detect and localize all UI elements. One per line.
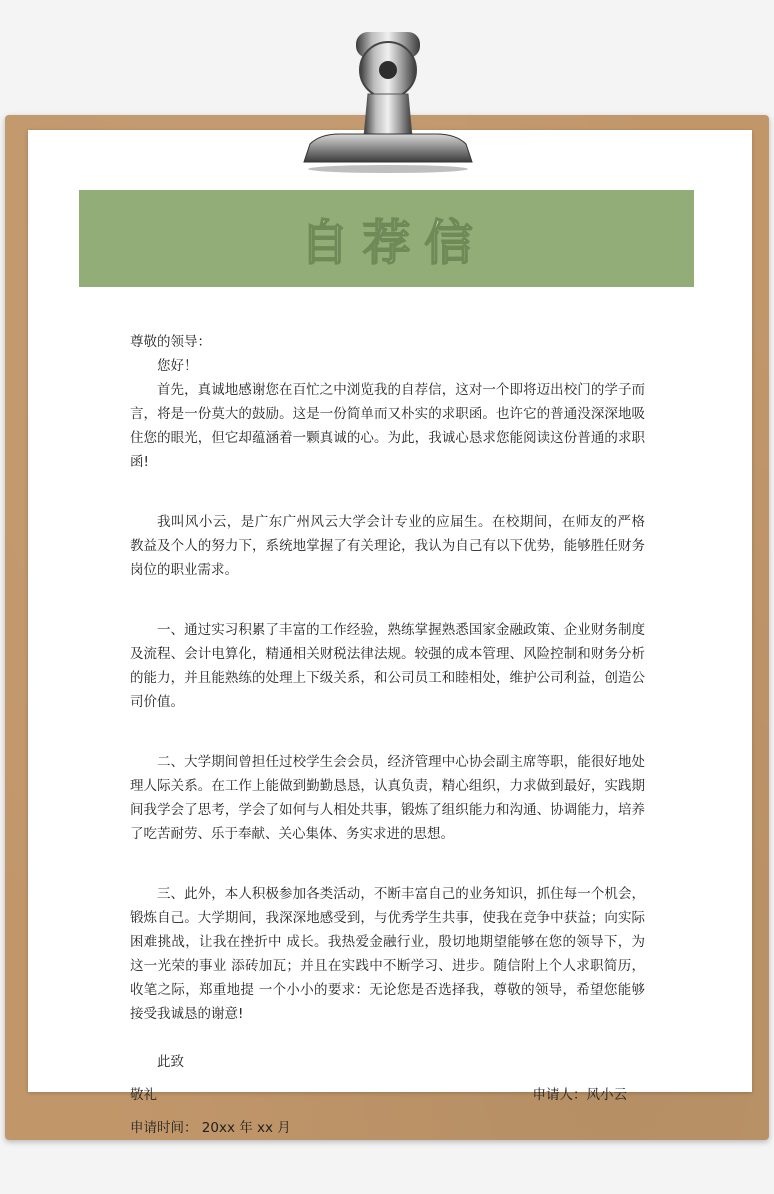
paragraph-intro: 首先，真诚地感谢您在百忙之中浏览我的自荐信，这对一个即将迈出校门的学子而言，将是一份莫大的鼓励。这是一份简单而又朴实的求职函。也许它的普通没深深地吸住您的眼光，但它却蕴涵着一颗真诚的心。为此，我诚心恳求您能阅读这份普通的求职函! xyxy=(130,382,645,470)
title-banner xyxy=(79,190,694,287)
greeting: 您好！ xyxy=(157,358,198,374)
closing: 此致 xyxy=(157,1054,184,1070)
paragraph-self-intro: 我叫风小云，是广东广州风云大学会计专业的应届生。在校期间，在师友的严格 教益及个人的努力下，系统地掌握了有关理论，我认为自己有以下优势，能够胜任财务岗位的职业需求。 xyxy=(130,514,645,578)
binder-clip-icon xyxy=(300,24,476,174)
regards: 敬礼 xyxy=(130,1087,157,1103)
application-date: 申请时间： 20xx 年 xx 月 xyxy=(130,1120,291,1136)
letter-body xyxy=(130,330,645,1140)
salutation: 尊敬的领导： xyxy=(130,334,211,350)
paragraph-point-3: 三、此外，本人积极参加各类活动，不断丰富自己的业务知识，抓住每一个机会，锻炼自己。大学期间，我深深地感受到，与优秀学生共事，使我在竞争中获益；向实际困难挑战，让我在挫折中 成长。我热爱金融行业，殷切地期望能够在您的领导下，为这一光荣的事业 添砖加瓦；并且在实践中不断学习、进步。随信附上个人求职简历，收笔之际，郑重地提 一个小小的要求：无论您是否选择我，尊敬的领导，希望您能够接受我诚恳的谢意! xyxy=(130,886,645,1022)
signature-row xyxy=(130,1083,645,1107)
page-title: 自荐信 xyxy=(300,215,487,271)
paragraph-point-2: 二、大学期间曾担任过校学生会会员，经济管理中心协会副主席等职，能很好地处理人际关系。在工作上能做到勤勤恳恳，认真负责，精心组织，力求做到最好，实践期间我学会了思考，学会了如何与人相处共事，锻炼了组织能力和沟通、协调能力，培养了吃苦耐劳、乐于奉献、关心集体、务实求进的思想。 xyxy=(130,754,645,842)
paragraph-point-1: 一、通过实习积累了丰富的工作经验，熟练掌握熟悉国家金融政策、企业财务制度及流程、会计电算化，精通相关财税法律法规。较强的成本管理、风险控制和财务分析的能力，并且能熟练的处理上下级关系，和公司员工和睦相处，维护公司利益，创造公司价值。 xyxy=(130,622,645,710)
applicant-name: 申请人：风小云 xyxy=(532,1087,627,1103)
